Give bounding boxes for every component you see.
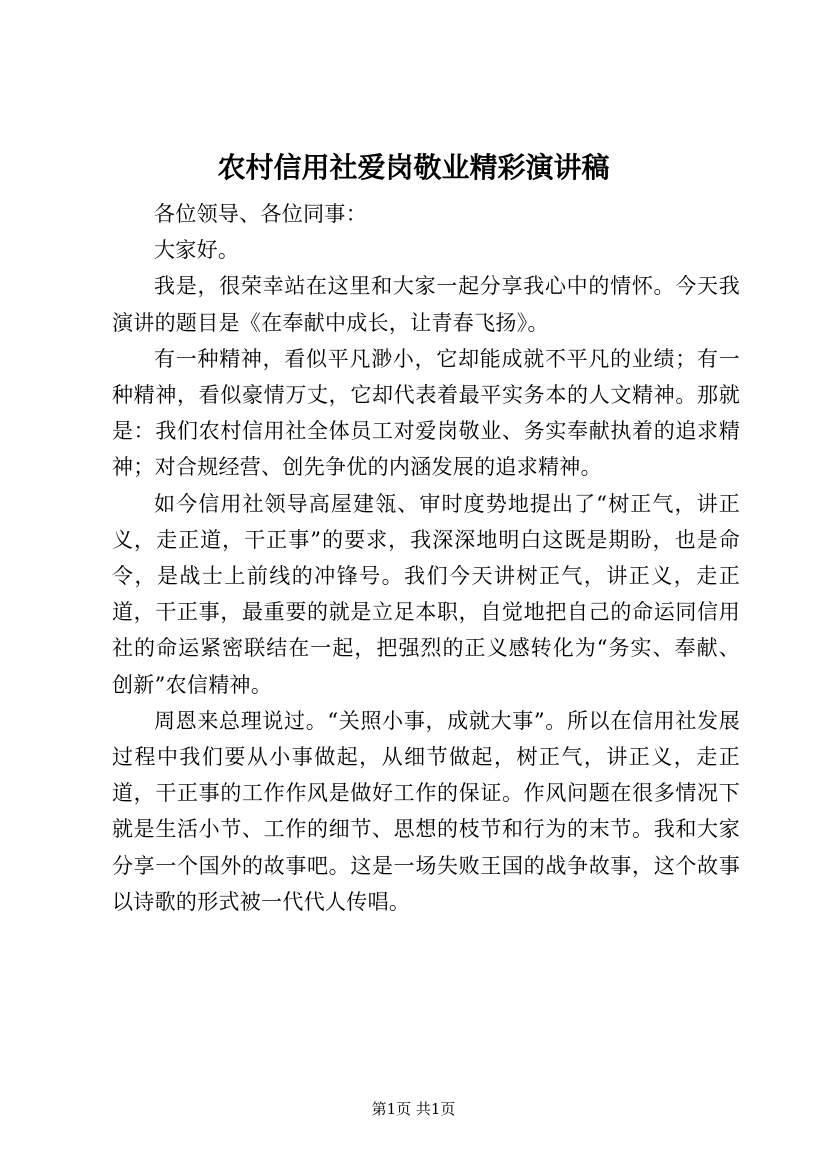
document-title: 农村信用社爱岗敬业精彩演讲稿 [217, 151, 610, 184]
paragraph-details: 周恩来总理说过。“关照小事，成就大事”。所以在信用社发展过程中我们要从小事做起，从细节做起，树正气，讲正义，走正道，干正事的工作作风是做好工作的保证。作风问题在很多情况下就是生活小节、工作的细节、思想的枝节和行为的末节。我和大家分享一个国外的故事吧。这是一场失败王国的战争故事，这个故事以诗歌的形式被一代代人传唱。 [112, 708, 740, 914]
document-body [112, 196, 740, 920]
page-footer: 第1页 共1页 [371, 1100, 456, 1118]
paragraph-greeting: 各位领导、各位同事： [154, 202, 367, 226]
paragraph-hello: 大家好。 [154, 238, 240, 263]
paragraph-spirit: 有一种精神，看似平凡渺小，它却能成就不平凡的业绩；有一种精神，看似豪情万丈，它却代表着最平实务本的人文精神。那就是：我们农村信用社全体员工对爱岗敬业、务实奉献执着的追求精神；对合规经营、创先争优的内涵发展的追求精神。 [112, 346, 740, 480]
paragraph-intro: 我是，很荣幸站在这里和大家一起分享我心中的情怀。今天我演讲的题目是《在奉献中成长，让青春飞扬》。 [112, 274, 740, 335]
paragraph-requirements: 如今信用社领导高屋建瓴、审时度势地提出了“树正气，讲正义，走正道，干正事”的要求，我深深地明白这既是期盼，也是命令，是战士上前线的冲锋号。我们今天讲树正气，讲正义，走正道，干正事，最重要的就是立足本职，自觉地把自己的命运同信用社的命运紧密联结在一起，把强烈的正义感转化为“务实、奉献、创新”农信精神。 [112, 491, 740, 697]
